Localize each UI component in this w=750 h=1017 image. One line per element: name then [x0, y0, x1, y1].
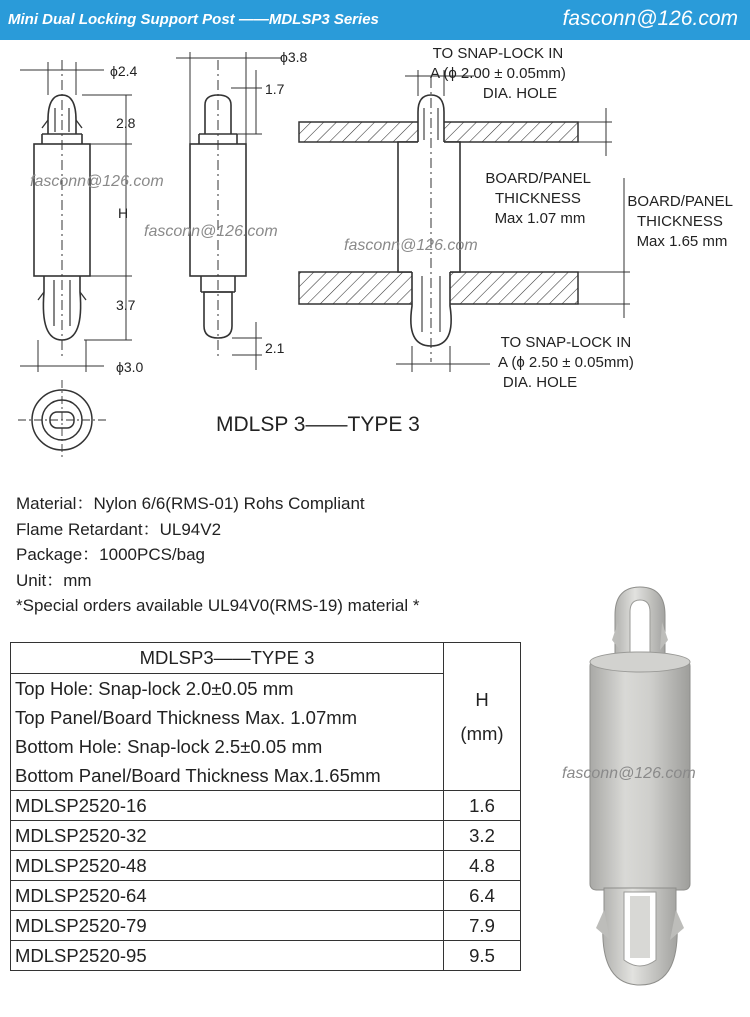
dim-tip-length: 2.1 [265, 340, 285, 356]
product-photo [540, 580, 745, 990]
spec-material: Material：Nylon 6/6(RMS-01) Rohs Compliant [16, 494, 365, 513]
bottom-snaplock-note: TO SNAP-LOCK IN A (ϕ 2.50 ± 0.05mm) DIA. HOLE [497, 334, 634, 391]
dim-body-height: H [118, 205, 129, 221]
table-row [11, 881, 521, 911]
dim-bottom-length: 3.7 [116, 297, 136, 313]
page-header [0, 0, 750, 40]
spec-flame-retardant: Flame Retardant：UL94V2 [16, 519, 222, 539]
drawing-caption: MDLSP 3——TYPE 3 [216, 413, 420, 436]
h-value: 7.9 [444, 911, 521, 941]
watermark-email: fasconn@126.com [30, 173, 164, 190]
h-column-header: H (mm) [444, 643, 521, 791]
table-row [11, 911, 521, 941]
left-dimensions [20, 60, 132, 372]
series-title: Mini Dual Locking Support Post ——MDLSP3 Series [8, 11, 379, 28]
dim-step-length: 1.7 [265, 81, 285, 97]
h-value: 3.2 [444, 821, 521, 851]
dim-body-diameter: ϕ3.8 [280, 49, 308, 65]
table-row [11, 851, 521, 881]
spec-unit: Unit：mm [16, 570, 92, 590]
model-number: MDLSP2520-32 [11, 821, 444, 851]
dim-bottom-diameter: ϕ3.0 [116, 359, 144, 375]
dim-top-diameter: ϕ2.4 [110, 63, 138, 79]
h-value: 9.5 [444, 941, 521, 971]
table-title: MDLSP3——TYPE 3 [11, 643, 444, 674]
top-snaplock-note: TO SNAP-LOCK IN A (ϕ 2.00 ± 0.05mm) DIA. HOLE [429, 45, 566, 102]
spec-list [16, 491, 419, 619]
model-number: MDLSP2520-16 [11, 791, 444, 821]
h-value: 6.4 [444, 881, 521, 911]
table-row [11, 941, 521, 971]
watermark-email: fasconn@126.com [344, 237, 478, 254]
model-number: MDLSP2520-64 [11, 881, 444, 911]
bottom-board-thickness-note: BOARD/PANEL THICKNESS Max 1.65 mm [627, 193, 733, 250]
contact-email: fasconn@126.com [562, 7, 738, 30]
table-description: Top Hole: Snap-lock 2.0±0.05 mm Top Panel/Board Thickness Max. 1.07mm Bottom Hole: Snap-lock 2.5±0.05 mm Bottom Panel/Board Thickness Max.1.65mm [11, 674, 444, 791]
h-value: 1.6 [444, 791, 521, 821]
table-row [11, 791, 521, 821]
spec-special-order: *Special orders available UL94V0(RMS-19) material * [16, 596, 420, 615]
model-table [10, 642, 521, 971]
watermark-email: fasconn@126.com [144, 223, 278, 240]
watermark-email: fasconn@126.com [562, 765, 696, 782]
model-number: MDLSP2520-95 [11, 941, 444, 971]
h-value: 4.8 [444, 851, 521, 881]
table-row [11, 821, 521, 851]
model-number: MDLSP2520-48 [11, 851, 444, 881]
model-number: MDLSP2520-79 [11, 911, 444, 941]
dim-top-length: 2.8 [116, 115, 136, 131]
spec-package: Package：1000PCS/bag [16, 545, 206, 564]
end-view [18, 380, 106, 460]
technical-drawing [0, 40, 750, 485]
top-board-thickness-note: BOARD/PANEL THICKNESS Max 1.07 mm [485, 170, 591, 227]
